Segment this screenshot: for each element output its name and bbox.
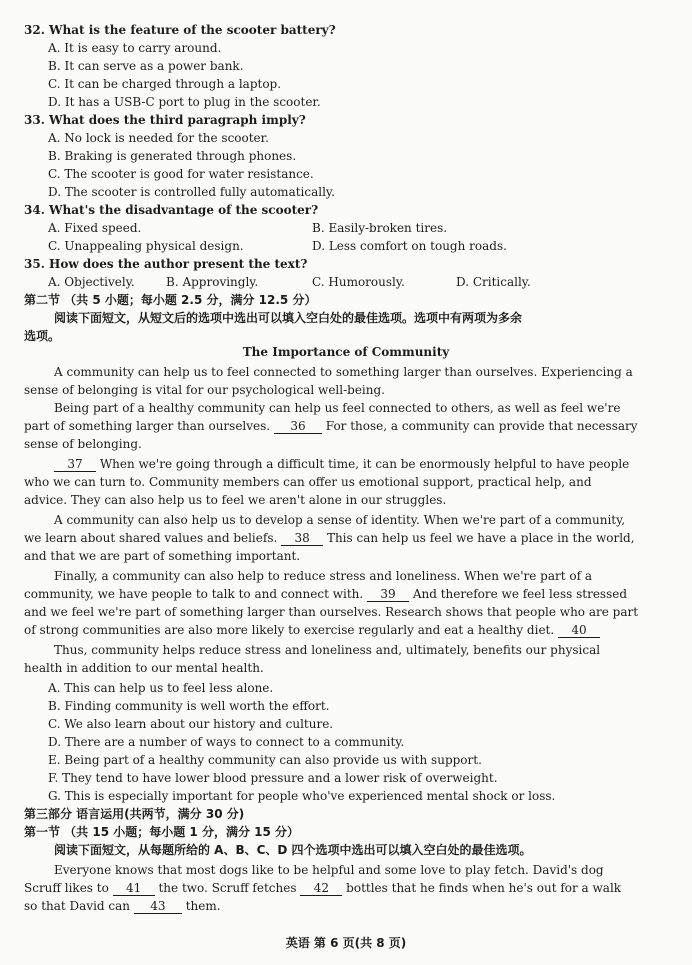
question-32-stem: 32. What is the feature of the scooter battery? — [24, 23, 336, 37]
section2-option-b: B. Finding community is well worth the effort. — [48, 699, 330, 713]
passage-text: For those, a community can provide that necessary — [325, 419, 638, 433]
q35-option-d: D. Critically. — [456, 275, 531, 289]
q33-option-b: B. Braking is generated through phones. — [48, 149, 297, 163]
q35-option-a: A. Objectively. — [48, 275, 135, 289]
blank-41: 41 — [113, 882, 155, 896]
q34-option-b: B. Easily-broken tires. — [312, 221, 448, 235]
passage-line: health in addition to our mental health. — [24, 661, 264, 675]
passage-line: Finally, a community can also help to reduce stress and loneliness. When we're part of a — [54, 569, 592, 583]
blank-37: 37 — [54, 458, 96, 472]
section2-option-e: E. Being part of a healthy community can also provide us with support. — [48, 753, 482, 767]
passage-line: and that we are part of something important. — [24, 549, 301, 563]
blank-43: 43 — [134, 900, 182, 914]
q33-option-d: D. The scooter is controlled fully automatically. — [48, 185, 335, 199]
blank-36: 36 — [274, 420, 322, 434]
section2-option-c: C. We also learn about our history and culture. — [48, 717, 334, 731]
passage-text: so that David can — [24, 899, 131, 913]
section2-option-d: D. There are a number of ways to connect to a community. — [48, 735, 405, 749]
passage2-line — [24, 880, 621, 896]
blank-38: 38 — [281, 532, 323, 546]
q35-option-b: B. Approvingly. — [166, 275, 259, 289]
q32-option-b: B. It can serve as a power bank. — [48, 59, 244, 73]
blank-40: 40 — [558, 624, 600, 638]
passage-line: sense of belonging. — [24, 437, 142, 451]
passage-line: Thus, community helps reduce stress and loneliness and, ultimately, benefits our physical — [54, 643, 601, 657]
passage-line: and we feel we're part of something larger than ourselves. Research shows that people who are part — [24, 605, 639, 619]
section2-option-g: G. This is especially important for people who've experienced mental shock or loss. — [48, 789, 556, 803]
part3-header: 第三部分 语言运用(共两节，满分 30 分) — [24, 807, 245, 821]
passage-text: bottles that he finds when he's out for a walk — [346, 881, 622, 895]
passage-line: advice. They can also help us to feel we aren't alone in our struggles. — [24, 493, 447, 507]
passage-line — [24, 622, 600, 638]
section2-option-f: F. They tend to have lower blood pressure and a lower risk of overweight. — [48, 771, 498, 785]
passage-line: A community can also help us to develop a sense of identity. When we're part of a community, — [54, 513, 626, 527]
passage-line: A community can help us to feel connected to something larger than ourselves. Experiencing a — [54, 365, 633, 379]
passage-text: the two. Scruff fetches — [158, 881, 297, 895]
section2-instruction-line1: 阅读下面短文，从短文后的选项中选出可以填入空白处的最佳选项。选项中有两项为多余 — [54, 311, 523, 325]
q34-option-d: D. Less comfort on tough roads. — [312, 239, 507, 253]
q34-option-c: C. Unappealing physical design. — [48, 239, 244, 253]
question-35-stem: 35. How does the author present the text? — [24, 257, 308, 271]
passage-line — [24, 418, 638, 434]
passage-text: Scruff likes to — [24, 881, 109, 895]
blank-39: 39 — [367, 588, 409, 602]
passage-text: community, we have people to talk to and connect with. — [24, 587, 364, 601]
q33-option-a: A. No lock is needed for the scooter. — [48, 131, 269, 145]
passage-text: of strong communities are also more likely to exercise regularly and eat a healthy diet. — [24, 623, 555, 637]
passage-line: Being part of a healthy community can help us feel connected to others, as well as feel we're — [54, 401, 621, 415]
q32-option-d: D. It has a USB-C port to plug in the scooter. — [48, 95, 321, 109]
passage-text: them. — [185, 899, 221, 913]
q33-option-c: C. The scooter is good for water resistance. — [48, 167, 314, 181]
page-footer: 英语 第 6 页(共 8 页) — [285, 936, 407, 950]
passage-text: And therefore we feel less stressed — [412, 587, 628, 601]
q32-option-a: A. It is easy to carry around. — [48, 41, 222, 55]
passage-title: The Importance of Community — [242, 345, 450, 359]
part3-section1-header: 第一节 （共 15 小题；每小题 1 分，满分 15 分） — [24, 825, 299, 839]
passage-line: sense of belonging is vital for our psychological well-being. — [24, 383, 385, 397]
q32-option-c: C. It can be charged through a laptop. — [48, 77, 282, 91]
question-34-stem: 34. What's the disadvantage of the scooter? — [24, 203, 319, 217]
section2-option-a: A. This can help us to feel less alone. — [48, 681, 274, 695]
passage-line — [24, 586, 627, 602]
question-33-stem: 33. What does the third paragraph imply? — [24, 113, 306, 127]
passage-line: who we can turn to. Community members can offer us emotional support, practical help, and — [24, 475, 592, 489]
part3-instruction: 阅读下面短文，从每题所给的 A、B、C、D 四个选项中选出可以填入空白处的最佳选项。 — [54, 843, 532, 857]
passage-text: When we're going through a difficult time, it can be enormously helpful to have people — [99, 457, 630, 471]
passage-text: we learn about shared values and beliefs. — [24, 531, 278, 545]
passage-line — [54, 456, 629, 472]
blank-42: 42 — [300, 882, 342, 896]
q35-option-c: C. Humorously. — [312, 275, 405, 289]
passage-text: part of something larger than ourselves. — [24, 419, 271, 433]
passage-text: This can help us feel we have a place in the world, — [326, 531, 635, 545]
section2-header: 第二节 （共 5 小题；每小题 2.5 分，满分 12.5 分） — [24, 293, 317, 307]
passage-line — [24, 530, 635, 546]
passage2-line — [24, 898, 221, 914]
q34-option-a: A. Fixed speed. — [48, 221, 142, 235]
passage2-line: Everyone knows that most dogs like to be helpful and some love to play fetch. David's dog — [54, 863, 604, 877]
section2-instruction-line2: 选项。 — [24, 329, 61, 343]
